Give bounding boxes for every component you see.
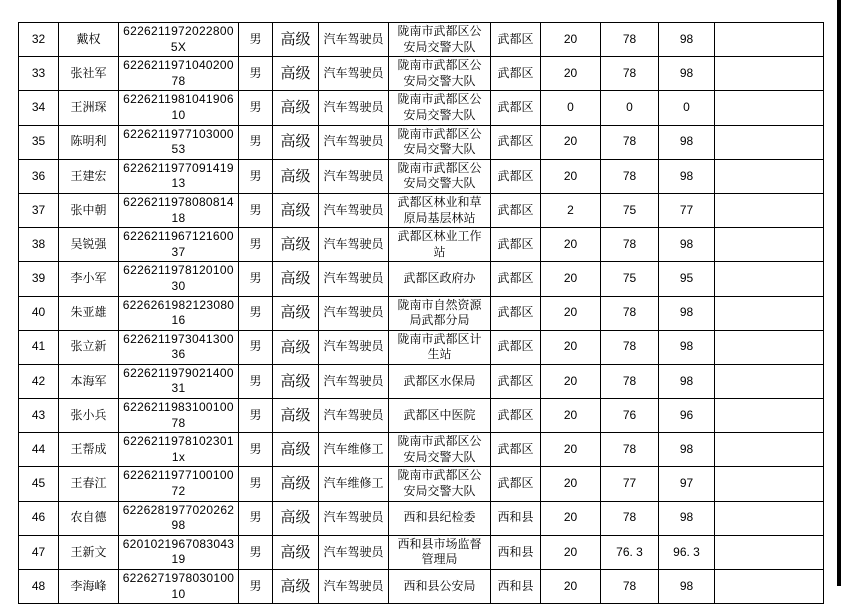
gender-cell: 男 [239,467,273,501]
score-2-cell: 77 [601,467,659,501]
gender-cell: 男 [239,57,273,91]
score-1-cell: 20 [541,501,601,535]
table-row [19,399,824,433]
blank-cell [715,535,824,569]
name-cell: 戴权 [59,23,119,57]
district-cell: 西和县 [491,535,541,569]
score-1-cell: 2 [541,193,601,227]
score-1-cell: 20 [541,399,601,433]
row-number-cell: 45 [19,467,59,501]
id-number-cell: 622621198104190610 [119,91,239,125]
score-2-cell: 76. 3 [601,535,659,569]
row-number-cell: 32 [19,23,59,57]
score-2-cell: 78 [601,330,659,364]
score-3-cell: 98 [659,125,715,159]
level-cell: 高级 [273,399,319,433]
row-number-cell: 43 [19,399,59,433]
id-number-cell: 622628197702026298 [119,501,239,535]
score-2-cell: 78 [601,501,659,535]
score-2-cell: 78 [601,228,659,262]
score-2-cell: 76 [601,399,659,433]
id-number-cell: 620102196708304319 [119,535,239,569]
occupation-cell: 汽车驾驶员 [319,23,389,57]
blank-cell [715,23,824,57]
score-3-cell: 98 [659,570,715,604]
id-number-cell: 622621197709141913 [119,159,239,193]
blank-cell [715,159,824,193]
occupation-cell: 汽车驾驶员 [319,330,389,364]
score-2-cell: 78 [601,570,659,604]
occupation-cell: 汽车驾驶员 [319,262,389,296]
blank-cell [715,262,824,296]
table-row [19,535,824,569]
name-cell: 农自德 [59,501,119,535]
district-cell: 武都区 [491,296,541,330]
name-cell: 李小军 [59,262,119,296]
organization-cell: 武都区水保局 [389,364,491,398]
score-3-cell: 97 [659,467,715,501]
occupation-cell: 汽车驾驶员 [319,228,389,262]
occupation-cell: 汽车驾驶员 [319,296,389,330]
blank-cell [715,125,824,159]
row-number-cell: 47 [19,535,59,569]
name-cell: 王新文 [59,535,119,569]
level-cell: 高级 [273,433,319,467]
gender-cell: 男 [239,570,273,604]
district-cell: 武都区 [491,399,541,433]
id-number-cell: 622621198310010078 [119,399,239,433]
organization-cell: 陇南市武都区公安局交警大队 [389,125,491,159]
page-right-edge-bar [837,0,841,586]
score-1-cell: 20 [541,228,601,262]
organization-cell: 武都区中医院 [389,399,491,433]
id-number-cell: 622621197104020078 [119,57,239,91]
name-cell: 王春江 [59,467,119,501]
id-number-cell: 62262119720228005X [119,23,239,57]
score-1-cell: 20 [541,535,601,569]
score-2-cell: 75 [601,262,659,296]
level-cell: 高级 [273,535,319,569]
table-row [19,159,824,193]
organization-cell: 陇南市武都区公安局交警大队 [389,91,491,125]
table-row [19,23,824,57]
score-3-cell: 98 [659,433,715,467]
level-cell: 高级 [273,125,319,159]
level-cell: 高级 [273,159,319,193]
name-cell: 朱亚雄 [59,296,119,330]
table-row [19,125,824,159]
level-cell: 高级 [273,570,319,604]
score-1-cell: 20 [541,57,601,91]
score-1-cell: 20 [541,570,601,604]
table-row [19,501,824,535]
id-number-cell: 622621197812010030 [119,262,239,296]
score-1-cell: 20 [541,262,601,296]
id-number-cell: 622621197808081418 [119,193,239,227]
district-cell: 武都区 [491,91,541,125]
blank-cell [715,433,824,467]
name-cell: 王帮成 [59,433,119,467]
id-number-cell: 622626198212308016 [119,296,239,330]
row-number-cell: 46 [19,501,59,535]
blank-cell [715,330,824,364]
table-row [19,330,824,364]
table-row [19,467,824,501]
level-cell: 高级 [273,262,319,296]
table-row [19,228,824,262]
blank-cell [715,193,824,227]
level-cell: 高级 [273,23,319,57]
district-cell: 武都区 [491,125,541,159]
occupation-cell: 汽车驾驶员 [319,570,389,604]
name-cell: 李海峰 [59,570,119,604]
level-cell: 高级 [273,193,319,227]
name-cell: 张社军 [59,57,119,91]
score-2-cell: 78 [601,23,659,57]
score-2-cell: 78 [601,296,659,330]
organization-cell: 陇南市武都区公安局交警大队 [389,159,491,193]
score-1-cell: 20 [541,330,601,364]
gender-cell: 男 [239,125,273,159]
district-cell: 武都区 [491,330,541,364]
score-1-cell: 0 [541,91,601,125]
level-cell: 高级 [273,91,319,125]
blank-cell [715,296,824,330]
organization-cell: 陇南市武都区计生站 [389,330,491,364]
occupation-cell: 汽车驾驶员 [319,91,389,125]
occupation-cell: 汽车驾驶员 [319,159,389,193]
level-cell: 高级 [273,364,319,398]
district-cell: 武都区 [491,23,541,57]
level-cell: 高级 [273,501,319,535]
name-cell: 张立新 [59,330,119,364]
district-cell: 武都区 [491,364,541,398]
row-number-cell: 33 [19,57,59,91]
id-number-cell: 622621196712160037 [119,228,239,262]
score-3-cell: 98 [659,23,715,57]
score-2-cell: 78 [601,433,659,467]
blank-cell [715,91,824,125]
organization-cell: 陇南市武都区公安局交警大队 [389,57,491,91]
score-3-cell: 98 [659,228,715,262]
gender-cell: 男 [239,193,273,227]
district-cell: 西和县 [491,570,541,604]
table-row [19,433,824,467]
district-cell: 武都区 [491,262,541,296]
row-number-cell: 34 [19,91,59,125]
row-number-cell: 41 [19,330,59,364]
table-row [19,364,824,398]
blank-cell [715,228,824,262]
score-1-cell: 20 [541,433,601,467]
score-3-cell: 98 [659,159,715,193]
score-2-cell: 78 [601,364,659,398]
organization-cell: 陇南市武都区公安局交警大队 [389,23,491,57]
table-row [19,570,824,604]
score-1-cell: 20 [541,296,601,330]
score-3-cell: 98 [659,501,715,535]
gender-cell: 男 [239,159,273,193]
score-3-cell: 77 [659,193,715,227]
occupation-cell: 汽车驾驶员 [319,125,389,159]
name-cell: 王建宏 [59,159,119,193]
score-1-cell: 20 [541,159,601,193]
table-row [19,262,824,296]
gender-cell: 男 [239,330,273,364]
district-cell: 武都区 [491,228,541,262]
name-cell: 本海军 [59,364,119,398]
score-2-cell: 0 [601,91,659,125]
table-row [19,57,824,91]
score-1-cell: 20 [541,364,601,398]
name-cell: 张小兵 [59,399,119,433]
row-number-cell: 40 [19,296,59,330]
score-3-cell: 95 [659,262,715,296]
results-table-body [19,23,824,604]
blank-cell [715,467,824,501]
row-number-cell: 39 [19,262,59,296]
score-1-cell: 20 [541,467,601,501]
score-2-cell: 78 [601,159,659,193]
gender-cell: 男 [239,399,273,433]
blank-cell [715,57,824,91]
occupation-cell: 汽车驾驶员 [319,535,389,569]
occupation-cell: 汽车驾驶员 [319,193,389,227]
score-2-cell: 78 [601,125,659,159]
organization-cell: 武都区林业和草原局基层林站 [389,193,491,227]
name-cell: 张中朝 [59,193,119,227]
score-1-cell: 20 [541,23,601,57]
row-number-cell: 36 [19,159,59,193]
row-number-cell: 37 [19,193,59,227]
level-cell: 高级 [273,330,319,364]
score-3-cell: 0 [659,91,715,125]
organization-cell: 西和县纪检委 [389,501,491,535]
score-2-cell: 75 [601,193,659,227]
organization-cell: 陇南市武都区公安局交警大队 [389,433,491,467]
table-row [19,296,824,330]
occupation-cell: 汽车维修工 [319,433,389,467]
gender-cell: 男 [239,228,273,262]
table-row [19,91,824,125]
row-number-cell: 38 [19,228,59,262]
score-3-cell: 98 [659,330,715,364]
blank-cell [715,570,824,604]
gender-cell: 男 [239,501,273,535]
gender-cell: 男 [239,296,273,330]
organization-cell: 西和县市场监督管理局 [389,535,491,569]
row-number-cell: 48 [19,570,59,604]
level-cell: 高级 [273,467,319,501]
id-number-cell: 622621197710010072 [119,467,239,501]
occupation-cell: 汽车驾驶员 [319,399,389,433]
score-3-cell: 98 [659,57,715,91]
id-number-cell: 622621197902140031 [119,364,239,398]
level-cell: 高级 [273,228,319,262]
row-number-cell: 42 [19,364,59,398]
district-cell: 武都区 [491,467,541,501]
district-cell: 武都区 [491,433,541,467]
gender-cell: 男 [239,23,273,57]
gender-cell: 男 [239,364,273,398]
personnel-results-table [18,22,824,604]
score-3-cell: 98 [659,364,715,398]
score-3-cell: 96 [659,399,715,433]
occupation-cell: 汽车驾驶员 [319,364,389,398]
blank-cell [715,399,824,433]
score-3-cell: 96. 3 [659,535,715,569]
organization-cell: 陇南市武都区公安局交警大队 [389,467,491,501]
occupation-cell: 汽车驾驶员 [319,501,389,535]
id-number-cell: 622621197304130036 [119,330,239,364]
occupation-cell: 汽车驾驶员 [319,57,389,91]
score-1-cell: 20 [541,125,601,159]
row-number-cell: 35 [19,125,59,159]
name-cell: 吴锐强 [59,228,119,262]
gender-cell: 男 [239,91,273,125]
level-cell: 高级 [273,296,319,330]
row-number-cell: 44 [19,433,59,467]
score-3-cell: 98 [659,296,715,330]
blank-cell [715,501,824,535]
gender-cell: 男 [239,535,273,569]
district-cell: 武都区 [491,57,541,91]
occupation-cell: 汽车维修工 [319,467,389,501]
id-number-cell: 62262119781023011x [119,433,239,467]
id-number-cell: 622627197803010010 [119,570,239,604]
organization-cell: 武都区林业工作站 [389,228,491,262]
district-cell: 武都区 [491,193,541,227]
district-cell: 武都区 [491,159,541,193]
organization-cell: 武都区政府办 [389,262,491,296]
gender-cell: 男 [239,433,273,467]
name-cell: 王洲琛 [59,91,119,125]
gender-cell: 男 [239,262,273,296]
id-number-cell: 622621197710300053 [119,125,239,159]
blank-cell [715,364,824,398]
organization-cell: 陇南市自然资源局武都分局 [389,296,491,330]
level-cell: 高级 [273,57,319,91]
score-2-cell: 78 [601,57,659,91]
name-cell: 陈明利 [59,125,119,159]
organization-cell: 西和县公安局 [389,570,491,604]
table-row [19,193,824,227]
district-cell: 西和县 [491,501,541,535]
